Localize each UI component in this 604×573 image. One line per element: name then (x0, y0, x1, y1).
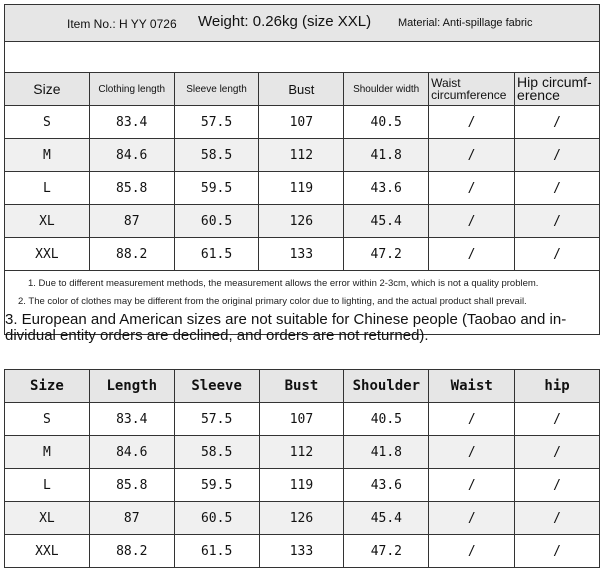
column-header: Size (5, 73, 90, 106)
blank-row (5, 41, 599, 74)
table-cell: 119 (259, 172, 344, 205)
note-size-warning: 3. European and American sizes are not suitable for Chinese people (Taobao and in-dividual entity orders are declined, and orders are not returned). (5, 311, 567, 344)
table-cell: XXL (5, 238, 90, 271)
table-cell: 83.4 (89, 403, 174, 436)
table-cell: S (5, 403, 90, 436)
table-cell: / (429, 139, 515, 172)
table-row (5, 139, 600, 172)
table-cell: 61.5 (174, 238, 259, 271)
product-info-bar (5, 5, 599, 42)
table-cell: 45.4 (344, 502, 429, 535)
size-chart-simple (4, 369, 600, 568)
table-cell: 41.8 (344, 436, 429, 469)
column-header: hip (515, 370, 600, 403)
table-cell: 40.5 (344, 403, 429, 436)
column-header: Waist circumference (429, 73, 515, 106)
table-cell: / (515, 535, 600, 568)
table-cell: / (429, 205, 515, 238)
column-header: Length (89, 370, 174, 403)
table-cell: 45.4 (344, 205, 429, 238)
column-header: Waist (429, 370, 515, 403)
item-number: Item No.: H YY 0726 (67, 17, 177, 31)
table-row (5, 535, 600, 568)
table-cell: 88.2 (89, 238, 174, 271)
table-cell: 58.5 (174, 436, 259, 469)
table-cell: 58.5 (174, 139, 259, 172)
weight-label: Weight: 0.26kg (size XXL) (198, 13, 372, 30)
column-header: Sleeve (174, 370, 259, 403)
table-cell: 60.5 (174, 205, 259, 238)
table-cell: 83.4 (89, 106, 174, 139)
table-cell: / (429, 502, 515, 535)
table-cell: 133 (259, 535, 344, 568)
table-row (5, 502, 600, 535)
table-cell: / (429, 106, 515, 139)
column-header: Shoulder (344, 370, 429, 403)
table-cell: L (5, 172, 90, 205)
table-cell: M (5, 139, 90, 172)
table-cell: 84.6 (89, 436, 174, 469)
table-row (5, 205, 600, 238)
table-cell: / (429, 172, 515, 205)
table-cell: 57.5 (174, 106, 259, 139)
table-cell: 107 (259, 106, 344, 139)
table-cell: XXL (5, 535, 90, 568)
table-cell: / (429, 469, 515, 502)
table-row (5, 436, 600, 469)
table-cell: 84.6 (89, 139, 174, 172)
note-measurement-error: 1. Due to different measurement methods, the measurement allows the error within 2-3cm, which is not a quality problem. (28, 278, 539, 289)
table-cell: / (515, 205, 600, 238)
table-cell: 59.5 (174, 469, 259, 502)
table-cell: S (5, 106, 90, 139)
table-cell: / (429, 535, 515, 568)
material-label: Material: Anti-spillage fabric (398, 17, 533, 29)
table-cell: 60.5 (174, 502, 259, 535)
table-cell: 61.5 (174, 535, 259, 568)
table-cell: 43.6 (344, 469, 429, 502)
size-chart-detailed (4, 72, 600, 271)
table-cell: / (429, 238, 515, 271)
table-cell: L (5, 469, 90, 502)
table-cell: 87 (89, 502, 174, 535)
table-cell: 87 (89, 205, 174, 238)
column-header: Hip circumf-erence (515, 73, 600, 106)
table-cell: M (5, 436, 90, 469)
table-header-row (5, 73, 600, 106)
column-header: Size (5, 370, 90, 403)
table-cell: / (515, 436, 600, 469)
table-cell: 126 (259, 502, 344, 535)
table-cell: / (515, 502, 600, 535)
table-row (5, 469, 600, 502)
table-header-row (5, 370, 600, 403)
table-cell: 85.8 (89, 172, 174, 205)
note-color-difference: 2. The color of clothes may be different from the original primary color due to lighting, and the actual product shall prevail. (18, 296, 527, 307)
column-header: Clothing length (89, 73, 174, 106)
table-cell: 57.5 (174, 403, 259, 436)
table-cell: 59.5 (174, 172, 259, 205)
table-cell: / (515, 106, 600, 139)
table-cell: / (515, 238, 600, 271)
table-cell: 47.2 (344, 535, 429, 568)
table-row (5, 106, 600, 139)
table-row (5, 172, 600, 205)
table-cell: / (429, 436, 515, 469)
table-cell: 112 (259, 436, 344, 469)
column-header: Bust (259, 73, 344, 106)
table-cell: 85.8 (89, 469, 174, 502)
column-header: Bust (259, 370, 344, 403)
table-cell: 126 (259, 205, 344, 238)
table-cell: 41.8 (344, 139, 429, 172)
column-header: Sleeve length (174, 73, 259, 106)
table-cell: / (515, 403, 600, 436)
table-cell: / (429, 403, 515, 436)
table-cell: 88.2 (89, 535, 174, 568)
table-cell: 43.6 (344, 172, 429, 205)
table-cell: 112 (259, 139, 344, 172)
table-cell: 119 (259, 469, 344, 502)
table-cell: / (515, 172, 600, 205)
column-header: Shoulder width (344, 73, 429, 106)
table-cell: XL (5, 205, 90, 238)
table-cell: 40.5 (344, 106, 429, 139)
table-cell: / (515, 139, 600, 172)
table-row (5, 238, 600, 271)
table-cell: 133 (259, 238, 344, 271)
table-row (5, 403, 600, 436)
table-cell: XL (5, 502, 90, 535)
table-cell: / (515, 469, 600, 502)
table-cell: 107 (259, 403, 344, 436)
table-cell: 47.2 (344, 238, 429, 271)
